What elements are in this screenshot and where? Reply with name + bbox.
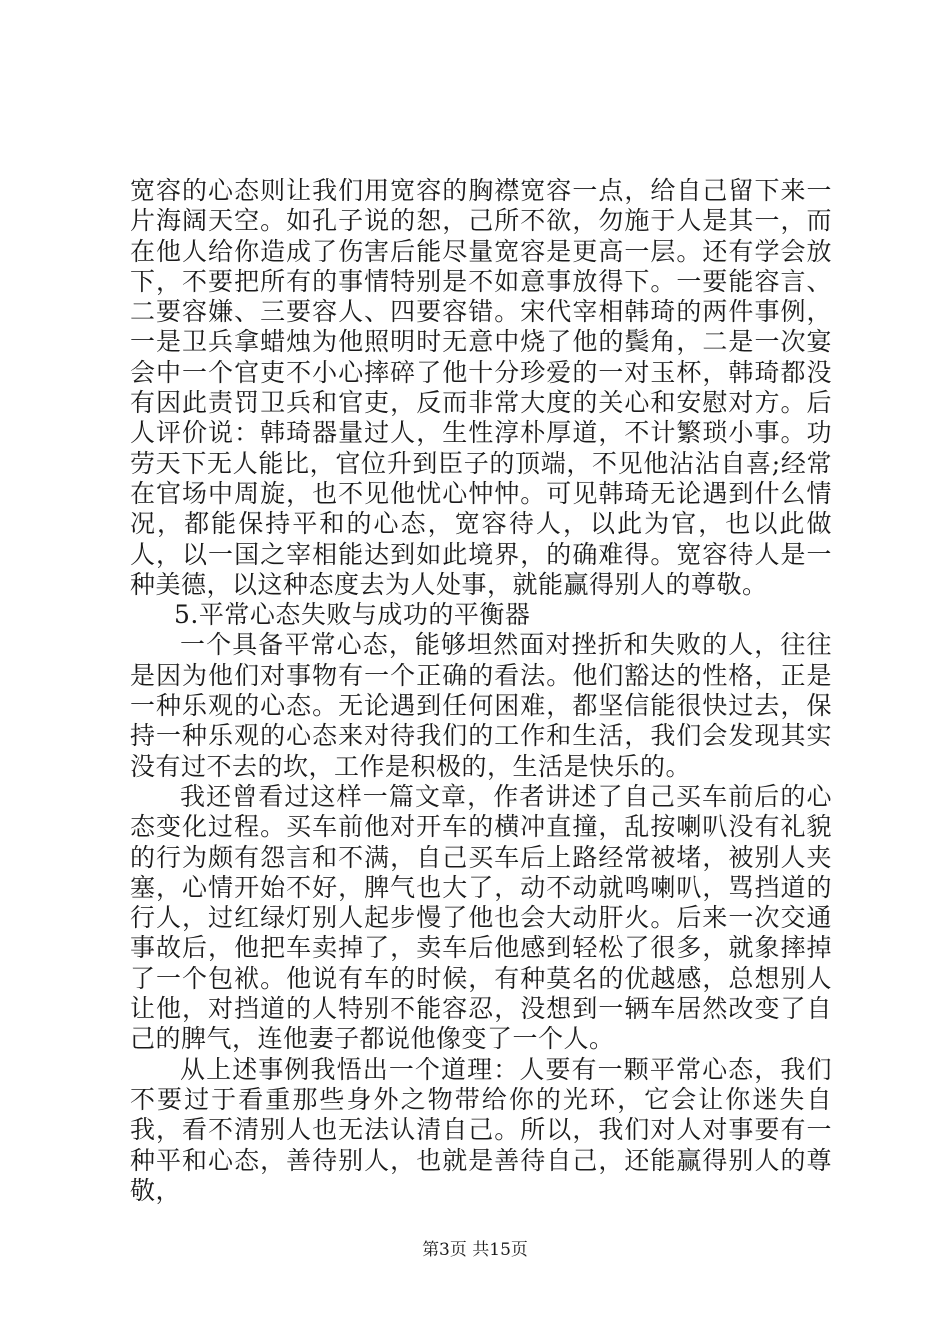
paragraph-car-story: 我还曾看过这样一篇文章，作者讲述了自己买车前后的心态变化过程。买车前他对开车的横冲直撞，乱按喇叭没有礼貌的行为颇有怨言和不满，自己买车后上路经常被堵，被别人夹塞，心情开始不好，脾气也大了，动不动就鸣喇叭，骂挡道的行人，过红绿灯别人起步慢了他也会大动肝火。后来一次交通事故后，他把车卖掉了，卖车后他感到轻松了很多，就象摔掉了一个包袱。他说有车的时候，有种莫名的优越感，总想别人让他，对挡道的人特别不能容忍，没想到一辆车居然改变了自己的脾气，连他妻子都说他像变了一个人。 xyxy=(130,781,832,1054)
paragraph-optimism: 一个具备平常心态，能够坦然面对挫折和失败的人，往往是因为他们对事物有一个正确的看法。他们豁达的性格，正是一种乐观的心态。无论遇到任何困难，都坚信能很快过去，保持一种乐观的心态来对待我们的工作和生活，我们会发现其实没有过不去的坎，工作是积极的，生活是快乐的。 xyxy=(130,630,832,781)
paragraph-conclusion: 从上述事例我悟出一个道理：人要有一颗平常心态，我们不要过于看重那些身外之物带给你的光环，它会让你迷失自我，看不清别人也无法认清自己。所以，我们对人对事要有一种平和心态，善待别人，也就是善待自己，还能赢得别人的尊敬， xyxy=(130,1054,832,1205)
paragraph-tolerance: 宽容的心态则让我们用宽容的胸襟宽容一点，给自己留下来一片海阔天空。如孔子说的恕，己所不欲，勿施于人是其一，而在他人给你造成了伤害后能尽量宽容是更高一层。还有学会放下，不要把所有的事情特别是不如意事放得下。一要能容言、二要容嫌、三要容人、四要容错。宋代宰相韩琦的两件事例，一是卫兵拿蜡烛为他照明时无意中烧了他的鬓角，二是一次宴会中一个官吏不小心摔碎了他十分珍爱的一对玉杯，韩琦都没有因此责罚卫兵和官吏，反而非常大度的关心和安慰对方。后人评价说：韩琦器量过人，生性淳朴厚道，不计繁琐小事。功劳天下无人能比，官位升到臣子的顶端，不见他沾沾自喜;经常在官场中周旋，也不见他忧心忡忡。可见韩琦无论遇到什么情况，都能保持平和的心态，宽容待人，以此为官，也以此做人，以一国之宰相能达到如此境界，的确难得。宽容待人是一种美德，以这种态度去为人处事，就能赢得别人的尊敬。 xyxy=(130,176,832,599)
page-body xyxy=(130,176,832,1206)
section-heading-5: 5.平常心态失败与成功的平衡器 xyxy=(174,600,531,630)
page-footer: 第3页 共15页 xyxy=(422,1240,528,1260)
